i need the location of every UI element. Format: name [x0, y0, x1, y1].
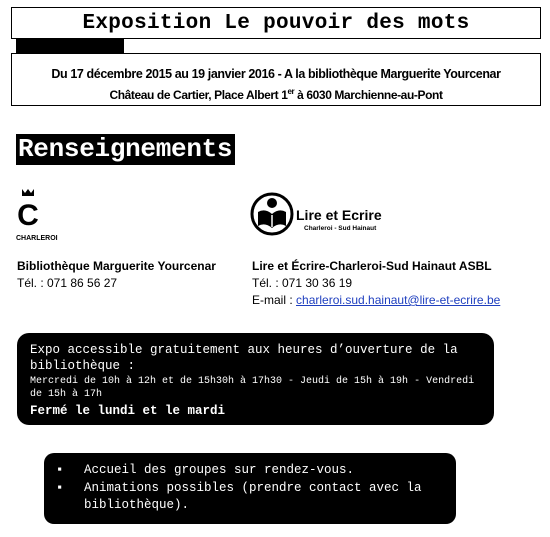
title-box — [11, 7, 541, 39]
hours-closed: Fermé le lundi et le mardi — [30, 404, 226, 418]
event-address — [12, 87, 540, 102]
svg-text:C: C — [17, 199, 39, 232]
email-label: E-mail : — [252, 293, 297, 307]
bullet-icon: ▪ — [56, 481, 64, 495]
list-item — [54, 462, 449, 479]
library-name: Bibliothèque Marguerite Yourcenar — [17, 259, 216, 273]
lire-logo-title: Lire et Ecrire — [296, 207, 382, 223]
groups-item-text: Accueil des groupes sur rendez-vous. — [84, 463, 355, 477]
hours-intro: Expo accessible gratuitement aux heures d’ouverture de la bibliothèque : — [30, 343, 458, 373]
association-phone: Tél. : 071 30 36 19 — [252, 276, 353, 290]
lire-et-ecrire-logo — [250, 188, 385, 240]
groups-list — [54, 462, 449, 515]
address-ordinal: er — [287, 87, 295, 96]
charleroi-logo-label: CHARLEROI — [16, 235, 58, 242]
page-title: Exposition Le pouvoir des mots — [82, 12, 470, 35]
groups-box — [44, 453, 456, 524]
association-name: Lire et Écrire-Charleroi-Sud Hainaut ASBL — [252, 259, 492, 273]
address-street: Château de Cartier, Place Albert 1 — [109, 88, 288, 102]
event-info-box — [11, 53, 541, 106]
library-contact — [17, 258, 216, 292]
address-city: à 6030 Marchienne-au-Pont — [294, 88, 443, 102]
bullet-icon: ▪ — [56, 463, 64, 477]
event-dates: Du 17 décembre 2015 au 19 janvier 2016 - A la bibliothèque Marguerite Yourcenar — [51, 67, 501, 81]
association-contact — [252, 258, 500, 309]
charleroi-logo — [16, 187, 58, 243]
opening-hours-box — [17, 333, 494, 425]
title-decoration-bar — [16, 39, 124, 53]
groups-item-text: Animations possibles (prendre contact avec la bibliothèque). — [84, 481, 422, 512]
list-item — [54, 480, 449, 514]
email-link[interactable]: charleroi.sud.hainaut@lire-et-ecrire.be — [296, 293, 501, 307]
lire-logo-subtitle: Charleroi - Sud Hainaut — [304, 225, 377, 232]
library-phone: Tél. : 071 86 56 27 — [17, 276, 118, 290]
association-email-row — [252, 292, 500, 309]
section-title: Renseignements — [16, 134, 235, 165]
crown-icon — [22, 189, 34, 196]
hours-schedule: Mercredi de 10h à 12h et de 15h30h à 17h30 - Jeudi de 15h à 19h - Vendredi de 15h à 17h — [30, 376, 475, 400]
